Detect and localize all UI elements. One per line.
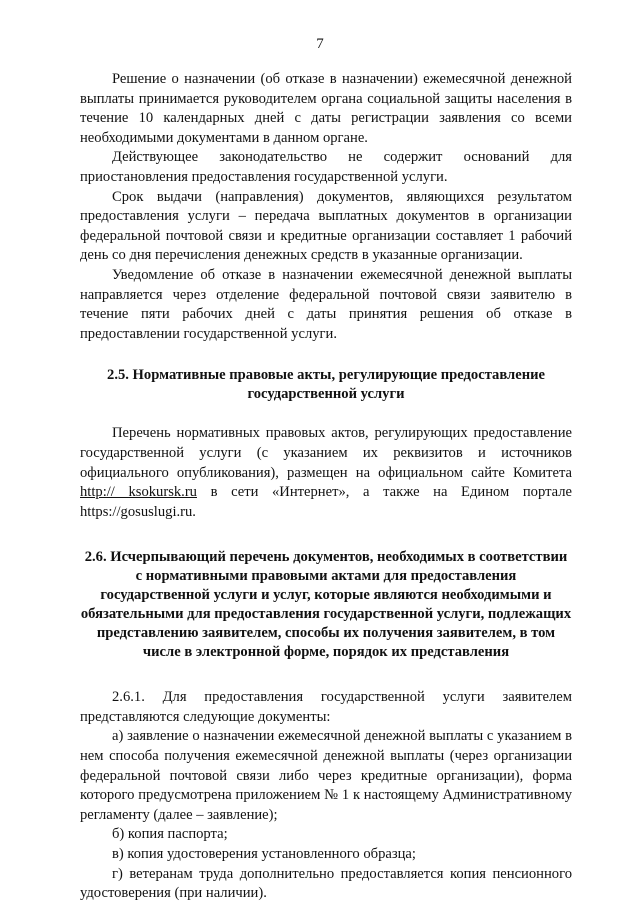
section-2-6-heading: 2.6. Исчерпывающий перечень документов, необходимых в соответствии с нормативными правовыми актами для предоставления государственной услуги и услуг, которые являются необходимыми и обязательными для предоставления государственной услуги, подлежащих представлению заявителем, способы их получения заявителем, в том числе в электронной форме, порядок их представления	[80, 549, 572, 661]
paragraph-refusal-notice: Уведомление об отказе в назначении ежемесячной денежной выплаты направляется через отделение федеральной почтовой связи заявителю в течение пяти рабочих дней с даты принятия решения об отказе в предоставлении государственной услуги.	[80, 266, 572, 342]
paragraph-no-suspension: Действующее законодательство не содержит оснований для приостановления предоставления государственной услуги.	[80, 149, 572, 185]
paragraph-legal-acts	[80, 424, 572, 522]
list-item-pension-certificate: г) ветеранам труда дополнительно предоставляется копия пенсионного удостоверения (при наличии).	[80, 865, 572, 902]
section-2-5-heading: 2.5. Нормативные правовые акты, регулирующие предоставление государственной услуги	[107, 367, 545, 403]
list-item-application: а) заявление о назначении ежемесячной денежной выплаты с указанием в нем способа получения ежемесячной денежной выплаты (через организации федеральной почтовой связи либо через кредитные организации), форма которого предусмотрена приложением № 1 к настоящему Административному регламенту (далее – заявление);	[80, 728, 572, 823]
document-body	[80, 70, 572, 904]
paragraph-2-6-1-intro: 2.6.1. Для предоставления государственной услуги заявителем представляются следующие документы:	[80, 689, 572, 725]
committee-site-link[interactable]: http:// ksokursk.ru	[80, 484, 197, 501]
paragraph-issue-term: Срок выдачи (направления) документов, являющихся результатом предоставления услуги – передача выплатных документов в организации федеральной почтовой связи и кредитные организации составляет 1 рабочий день со дня перечисления денежных средств в указанные организации.	[80, 188, 572, 264]
legal-acts-text-end: в сети «Интернет», а также на Едином портале https://gosuslugi.ru.	[80, 484, 572, 520]
list-item-certificate: в) копия удостоверения установленного образца;	[112, 846, 416, 863]
page-number: 7	[316, 36, 324, 52]
legal-acts-text: Перечень нормативных правовых актов, регулирующих предоставление государственной услуги (с указанием их реквизитов и источников официального опубликования), размещен на официальном сайте Комитета	[80, 425, 572, 481]
paragraph-decision-term: Решение о назначении (об отказе в назначении) ежемесячной денежной выплаты принимается руководителем органа социальной защиты населения в течение 10 календарных дней с даты регистрации заявления со всеми необходимыми документами в данном органе.	[80, 71, 572, 146]
list-item-passport: б) копия паспорта;	[112, 826, 228, 843]
